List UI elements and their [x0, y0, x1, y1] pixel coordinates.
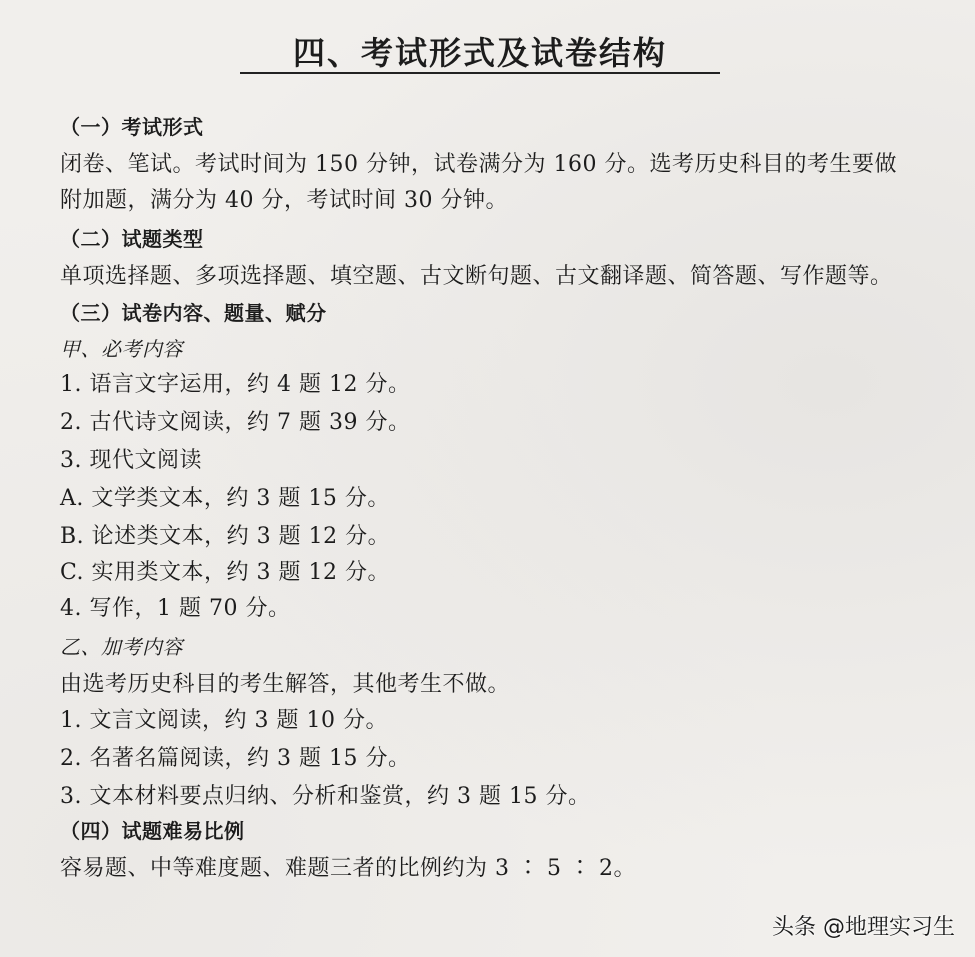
list-item-classical-chinese: 1. 文言文阅读，约 3 题 10 分。 — [60, 708, 388, 733]
list-item-classical-reading: 2. 古代诗文阅读，约 7 题 39 分。 — [60, 410, 411, 435]
list-item-practical-text: C. 实用类文本，约 3 题 12 分。 — [60, 560, 390, 585]
list-item-literary-text: A. 文学类文本，约 3 题 15 分。 — [60, 486, 390, 511]
section-heading-difficulty-ratio: （四）试题难易比例 — [60, 819, 245, 843]
paragraph-additional-intro: 由选考历史科目的考生解答，其他考生不做。 — [60, 672, 511, 697]
section-heading-question-types: （二）试题类型 — [60, 227, 204, 251]
watermark-text: 头条 @地理实习生 — [772, 915, 955, 940]
page-title: 四、考试形式及试卷结构 — [292, 34, 667, 72]
subheading-additional-content: 乙、加考内容 — [60, 635, 183, 659]
section-heading-content-scoring: （三）试卷内容、题量、赋分 — [60, 301, 327, 325]
paragraph-question-types: 单项选择题、多项选择题、填空题、古文断句题、古文翻译题、简答题、写作题等。 — [60, 264, 893, 289]
list-item-famous-works: 2. 名著名篇阅读，约 3 题 15 分。 — [60, 746, 411, 771]
paragraph-exam-format-line1: 闭卷、笔试。考试时间为 150 分钟，试卷满分为 160 分。选考历史科目的考生要做 — [60, 152, 897, 177]
title-underline — [240, 72, 720, 74]
list-item-text-analysis: 3. 文本材料要点归纳、分析和鉴赏，约 3 题 15 分。 — [60, 784, 591, 809]
list-item-modern-reading: 3. 现代文阅读 — [60, 448, 202, 473]
list-item-argumentative-text: B. 论述类文本，约 3 题 12 分。 — [60, 524, 391, 549]
paragraph-exam-format-line2: 附加题，满分为 40 分，考试时间 30 分钟。 — [60, 188, 508, 213]
list-item-writing: 4. 写作，1 题 70 分。 — [60, 596, 291, 621]
list-item-language-use: 1. 语言文字运用，约 4 题 12 分。 — [60, 372, 411, 397]
section-heading-exam-format: （一）考试形式 — [60, 115, 204, 139]
subheading-required-content: 甲、必考内容 — [60, 337, 183, 361]
paragraph-difficulty-ratio: 容易题、中等难度题、难题三者的比例约为 3 ∶ 5 ∶ 2。 — [60, 856, 636, 881]
